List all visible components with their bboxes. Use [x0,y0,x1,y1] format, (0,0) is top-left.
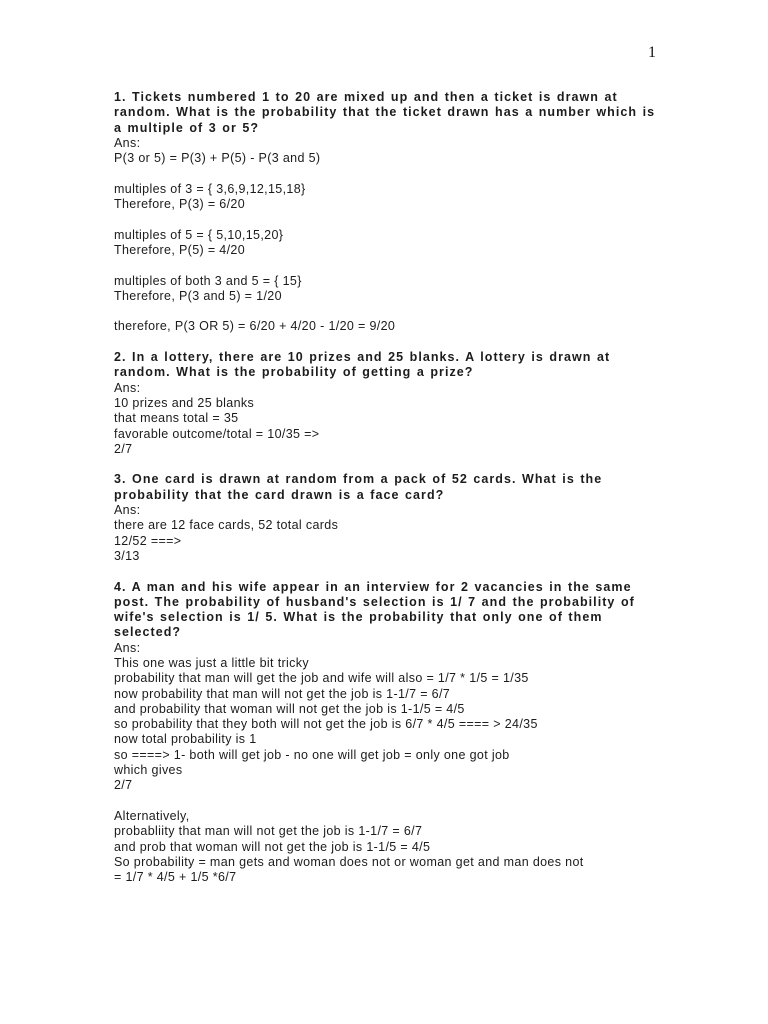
question-block-3 [114,472,674,564]
answer-line: Ans: [114,503,141,518]
question-line: 4. A man and his wife appear in an interview for 2 vacancies in the same [114,579,632,594]
answer-line: multiples of 3 = { 3,6,9,12,15,18} [114,181,306,196]
answer-line: therefore, P(3 OR 5) = 6/20 + 4/20 - 1/20 = 9/20 [114,319,396,334]
question-line: 3. One card is drawn at random from a pack of 52 cards. What is the [114,472,603,487]
question-block-4 [114,580,674,886]
answer-line: probabliity that man will not get the job is 1-1/7 = 6/7 [114,824,423,839]
answer-line: This one was just a little bit tricky [114,655,309,670]
blank-line [114,304,674,319]
answer-line: Alternatively, [114,808,190,823]
answer-line: Ans: [114,640,141,655]
question-block-2 [114,350,674,457]
question-3 [114,472,674,503]
answer-line: probability that man will get the job and wife will also = 1/7 * 1/5 = 1/35 [114,671,529,686]
answer-line: that means total = 35 [114,411,239,426]
blank-line [114,166,674,181]
question-block-1 [114,90,674,335]
answer-line: multiples of both 3 and 5 = { 15} [114,273,302,288]
answer-line: multiples of 5 = { 5,10,15,20} [114,227,284,242]
answer-line: 2/7 [114,441,133,456]
question-line: random. What is the probability that the ticket drawn has a number which is [114,105,656,120]
question-line: selected? [114,625,182,640]
answer-line: Therefore, P(5) = 4/20 [114,242,246,257]
answer-line: there are 12 face cards, 52 total cards [114,518,339,533]
answer-line: 10 prizes and 25 blanks [114,395,255,410]
answer-line: so probability that they both will not get the job is 6/7 * 4/5 ==== > 24/35 [114,717,538,732]
answer-line: 3/13 [114,548,140,563]
question-line: wife's selection is 1/ 5. What is the probability that only one of them [114,610,603,625]
answer-line: Therefore, P(3 and 5) = 1/20 [114,288,282,303]
question-line: a multiple of 3 or 5? [114,120,260,135]
blank-line [114,258,674,273]
document-body [114,90,674,901]
answer-line: = 1/7 * 4/5 + 1/5 *6/7 [114,870,237,885]
answer-line: 2/7 [114,778,133,793]
question-line: post. The probability of husband's selection is 1/ 7 and the probability of [114,594,635,609]
answer-line: Ans: [114,380,141,395]
answer-line: and probability that woman will not get the job is 1-1/5 = 4/5 [114,701,465,716]
question-line: 2. In a lottery, there are 10 prizes and 25 blanks. A lottery is drawn at [114,350,611,365]
answer-line: favorable outcome/total = 10/35 => [114,426,320,441]
answer-line: Ans: [114,135,141,150]
answer-line: P(3 or 5) = P(3) + P(5) - P(3 and 5) [114,151,321,166]
answer-line: So probability = man gets and woman does not or woman get and man does not [114,854,584,869]
answer-line: so ====> 1- both will get job - no one will get job = only one got job [114,747,510,762]
answer-line: 12/52 ===> [114,533,182,548]
page-number: 1 [648,44,656,61]
question-2 [114,350,674,381]
answer-line: which gives [114,763,183,778]
question-4 [114,580,674,641]
blank-line [114,794,674,809]
question-1 [114,90,674,136]
blank-line [114,212,674,227]
question-line: random. What is the probability of getting a prize? [114,365,474,380]
answer-line: now probability that man will not get the job is 1-1/7 = 6/7 [114,686,451,701]
answer-line: and prob that woman will not get the job is 1-1/5 = 4/5 [114,839,431,854]
question-line: probability that the card drawn is a face card? [114,487,445,502]
question-line: 1. Tickets numbered 1 to 20 are mixed up and then a ticket is drawn at [114,90,618,104]
answer-line: Therefore, P(3) = 6/20 [114,197,246,212]
answer-line: now total probability is 1 [114,732,257,747]
